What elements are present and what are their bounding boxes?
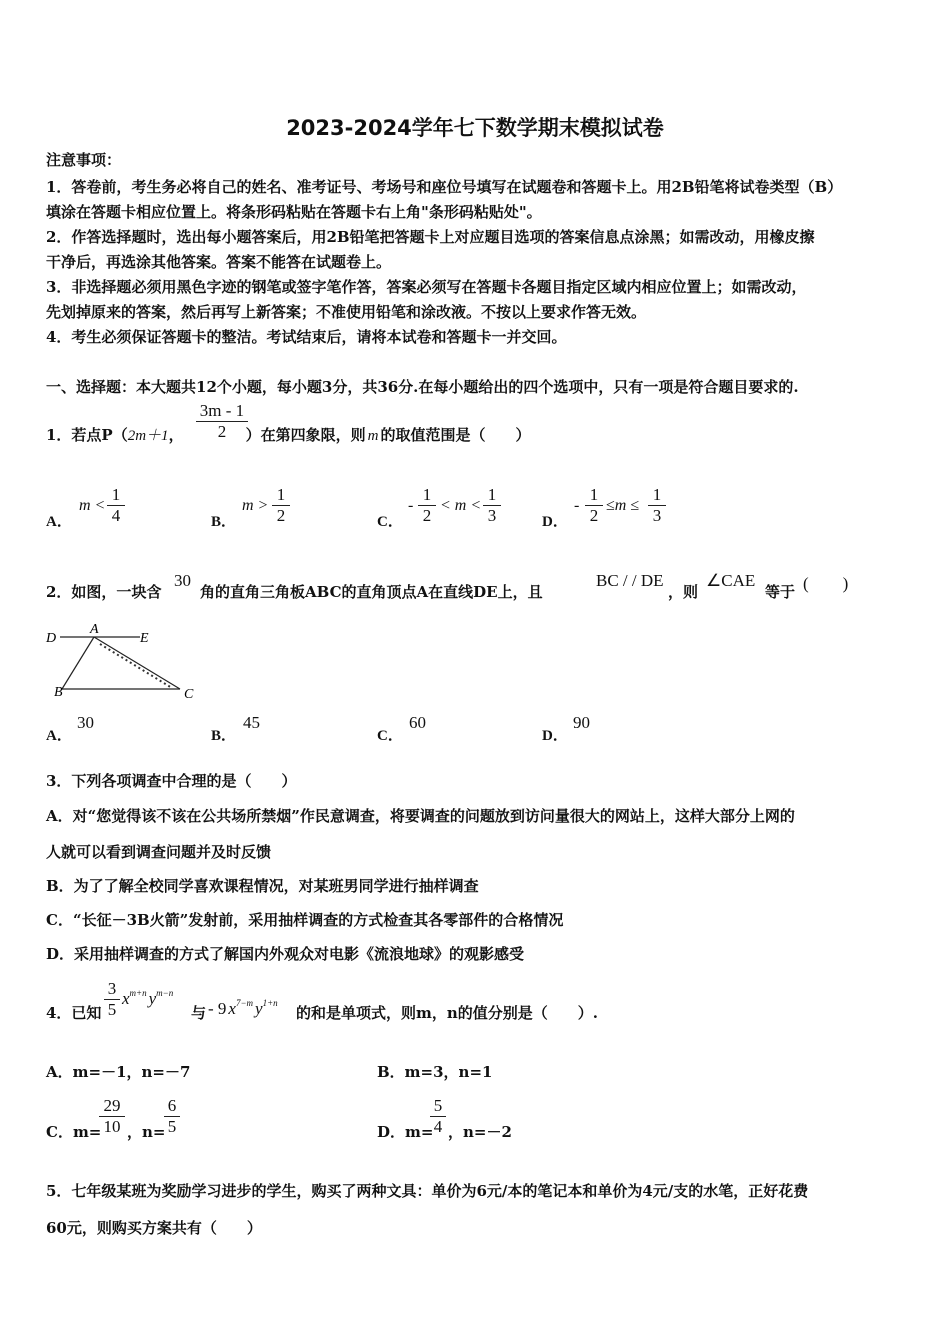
q3-option-c: C．“长征－3B火箭”发射前，采用抽样调查的方式检查其各零部件的合格情况 bbox=[46, 911, 564, 929]
q1-option-d-left: - bbox=[574, 497, 580, 514]
q4-c1-den: 5 bbox=[107, 1000, 117, 1019]
q1-option-d-label: D． bbox=[542, 514, 568, 530]
q4-x1: x bbox=[122, 989, 130, 1008]
q4-x2-exp: 7−m bbox=[235, 998, 254, 1008]
page-title: 2023-2024学年七下数学期末模拟试卷 bbox=[286, 116, 664, 140]
q5-line1: 5．七年级某班为奖励学习进步的学生，购买了两种文具：单价为6元/本的笔记本和单价为4元/支的水笔，正好花费 bbox=[46, 1182, 809, 1200]
q4-c-n1: 29 bbox=[103, 1096, 121, 1115]
q1-frac-den: 2 bbox=[217, 422, 227, 441]
q1-b-num: 1 bbox=[276, 485, 286, 504]
label-b: B bbox=[54, 685, 63, 700]
q1-prefix: 1．若点P（ bbox=[46, 426, 128, 444]
label-a: A bbox=[90, 622, 99, 637]
q1-comma: ， bbox=[168, 426, 184, 444]
q4-y2-exp: 1+n bbox=[262, 998, 278, 1008]
q1-option-c-mid: < m < bbox=[440, 497, 482, 514]
q1-c-n2: 1 bbox=[487, 485, 497, 504]
q1-frac-num: 3m - 1 bbox=[199, 401, 245, 420]
q4-option-d-label: D．m= bbox=[377, 1123, 434, 1141]
q4-d-n1: 5 bbox=[433, 1096, 443, 1115]
q1-option-c-label: C． bbox=[377, 514, 403, 530]
q4-y1-exp: m−n bbox=[156, 988, 174, 998]
q4-c-d1: 10 bbox=[103, 1117, 121, 1136]
q1-option-b-frac bbox=[272, 486, 290, 525]
q4-c-d2: 5 bbox=[167, 1117, 177, 1136]
q4-option-c-sep: ，n= bbox=[127, 1123, 166, 1141]
q1-option-c-frac2 bbox=[483, 486, 501, 525]
q4-option-d-frac bbox=[430, 1097, 446, 1136]
q1-option-c-left: - bbox=[408, 497, 414, 514]
q3-option-a-line1: A．对“您觉得该不该在公共场所禁烟”作民意调查，将要调查的问题放到访问量很大的网站上，这样大部分上网的 bbox=[46, 807, 795, 825]
side-ac bbox=[94, 637, 180, 689]
q1-c-d2: 3 bbox=[487, 506, 497, 525]
ruler-ticks bbox=[100, 644, 172, 688]
q4-option-c-frac2 bbox=[164, 1097, 180, 1136]
q1-a-num: 1 bbox=[111, 485, 121, 504]
q1-option-c-frac1 bbox=[418, 486, 436, 525]
q2-option-d-label: D． bbox=[542, 728, 568, 744]
q3-option-d: D．采用抽样调查的方式了解国内外观众对电影《流浪地球》的观影感受 bbox=[46, 945, 525, 963]
q1-option-a-label: A． bbox=[46, 514, 72, 530]
q2-triangle-figure bbox=[40, 622, 210, 702]
q3-option-b: B．为了了解全校同学喜欢课程情况，对某班男同学进行抽样调查 bbox=[46, 877, 479, 895]
q1-option-a-rel: m < bbox=[79, 497, 106, 514]
q4-y1: y bbox=[148, 989, 157, 1008]
q4-option-d-post: ，n=－2 bbox=[448, 1123, 512, 1141]
notice-item-3b: 先划掉原来的答案，然后再写上新答案；不准使用铅笔和涂改液。不按以上要求作答无效。 bbox=[46, 303, 647, 321]
q2-option-a-value: 30 bbox=[77, 713, 94, 732]
q1-d-d2: 3 bbox=[652, 506, 662, 525]
q2-condition: BC / / DE bbox=[596, 571, 664, 590]
q1-expr: 2m＋1 bbox=[127, 428, 169, 444]
label-e: E bbox=[140, 631, 149, 646]
q1-option-a-frac bbox=[107, 486, 125, 525]
q4-c-n2: 6 bbox=[167, 1096, 177, 1115]
q4-prefix: 4．已知 bbox=[46, 1004, 102, 1022]
q2-option-a-label: A． bbox=[46, 728, 72, 744]
q4-x1-exp: m+n bbox=[129, 988, 147, 998]
q1-a-den: 4 bbox=[111, 506, 121, 525]
q4-option-a: A．m=－1，n=－7 bbox=[46, 1063, 191, 1081]
q1-d-d1: 2 bbox=[589, 506, 599, 525]
q2-angle: ∠CAE bbox=[706, 571, 756, 590]
q1-c-n1: 1 bbox=[422, 485, 432, 504]
side-ab bbox=[62, 637, 94, 689]
q1-post: ）在第四象限，则 bbox=[245, 426, 366, 444]
notice-item-2b: 干净后，再选涂其他答案。答案不能答在试题卷上。 bbox=[46, 253, 392, 271]
q4-option-c-frac1 bbox=[99, 1097, 125, 1136]
q4-y2: y bbox=[255, 999, 263, 1018]
q4-x2: x bbox=[228, 999, 236, 1018]
q4-term1 bbox=[122, 988, 173, 1009]
notice-item-2a: 2．作答选择题时，选出每小题答案后，用2B铅笔把答题卡上对应题目选项的答案信息点涂黑；如需改动，用橡皮擦 bbox=[46, 228, 815, 246]
q2-post: 等于 bbox=[765, 583, 796, 601]
q2-option-d-value: 90 bbox=[573, 713, 590, 732]
q1-d-n1: 1 bbox=[589, 485, 599, 504]
question-1-stem bbox=[46, 422, 531, 446]
q3-stem: 3．下列各项调查中合理的是（ ） bbox=[46, 772, 297, 790]
q1-option-d-frac2 bbox=[648, 486, 666, 525]
q2-paren: ( ) bbox=[803, 574, 849, 593]
notice-item-1b: 填涂在答题卡相应位置上。将条形码粘贴在答题卡右上角"条形码粘贴处"。 bbox=[46, 203, 542, 221]
q4-option-b: B．m=3，n=1 bbox=[377, 1063, 493, 1081]
q4-term2 bbox=[208, 998, 278, 1019]
q4-with: 与 bbox=[191, 1004, 207, 1022]
notice-item-3a: 3．非选择题必须用黑色字迹的钢笔或签字笔作答，答案必须写在答题卡各题目指定区域内相应位置上；如需改动， bbox=[46, 278, 807, 296]
q1-option-d-mid: ≤m ≤ bbox=[606, 497, 640, 514]
q2-prefix: 2．如图，一块含 bbox=[46, 583, 162, 601]
label-c: C bbox=[184, 687, 194, 702]
q1-c-d1: 2 bbox=[422, 506, 432, 525]
q1-option-d-frac1 bbox=[585, 486, 603, 525]
q1-d-n2: 1 bbox=[652, 485, 662, 504]
q4-post: 的和是单项式，则m，n的值分别是（ ）. bbox=[296, 1004, 599, 1022]
q1-b-den: 2 bbox=[276, 506, 286, 525]
q2-degree: 30 bbox=[174, 571, 191, 590]
notice-item-4: 4．考生必须保证答题卡的整洁。考试结束后，请将本试卷和答题卡一并交回。 bbox=[46, 328, 567, 346]
q2-mid: 角的直角三角板ABC的直角顶点A在直线DE上，且 bbox=[200, 583, 543, 601]
q4-c2: - 9 bbox=[208, 999, 227, 1018]
q1-fraction bbox=[196, 402, 248, 441]
q1-var: m bbox=[367, 428, 379, 444]
q1-option-b-rel: m > bbox=[242, 497, 269, 514]
q4-d-d1: 4 bbox=[433, 1117, 443, 1136]
q2-option-b-value: 45 bbox=[243, 713, 260, 732]
q1-post2: 的取值范围是（ ） bbox=[380, 426, 531, 444]
q4-option-c-label: C．m= bbox=[46, 1123, 102, 1141]
q2-option-b-label: B． bbox=[211, 728, 237, 744]
q5-line2: 60元，则购买方案共有（ ） bbox=[46, 1219, 262, 1237]
section-heading: 一、选择题：本大题共12个小题，每小题3分，共36分.在每小题给出的四个选项中，只有一项是符合题目要求的. bbox=[46, 378, 799, 396]
q2-mid2: ，则 bbox=[668, 583, 699, 601]
label-d: D bbox=[46, 631, 57, 646]
q2-option-c-label: C． bbox=[377, 728, 403, 744]
q2-option-c-value: 60 bbox=[409, 713, 426, 732]
q4-coef1 bbox=[104, 980, 120, 1019]
notice-item-1a: 1．答卷前，考生务必将自己的姓名、准考证号、考场号和座位号填写在试题卷和答题卡上。用2B铅笔将试卷类型（B） bbox=[46, 178, 843, 196]
q4-c1-num: 3 bbox=[107, 979, 117, 998]
q3-option-a-line2: 人就可以看到调查问题并及时反馈 bbox=[46, 843, 272, 861]
notice-heading: 注意事项： bbox=[46, 151, 122, 169]
q1-option-b-label: B． bbox=[211, 514, 237, 530]
